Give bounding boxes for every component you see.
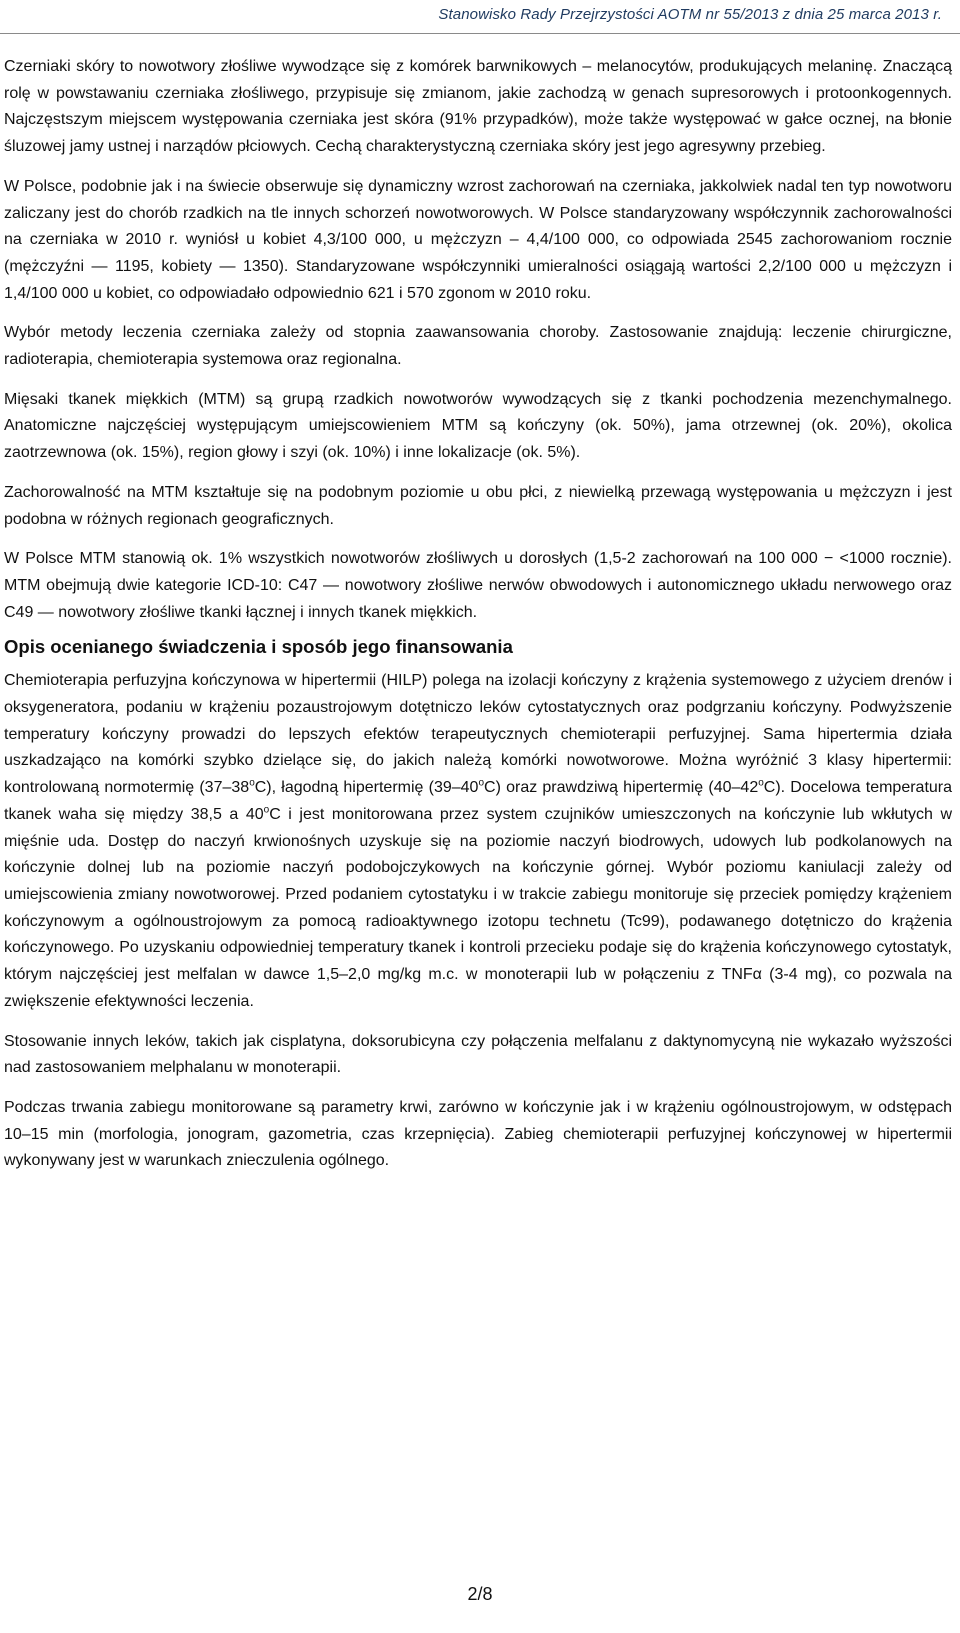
hilp-text-b: C), łagodną hipertermię (39–40	[254, 779, 479, 797]
degree-sup-1: o	[249, 777, 255, 789]
paragraph-melanoma-treatment: Wybór metody leczenia czerniaka zależy od stopnia zaawansowania choroby. Zastosowanie znajdują: leczenie chirurgiczne, radioterapia, chemioterapia systemowa oraz regionalna.	[4, 324, 952, 369]
paragraph-sarcoma-incidence: Zachorowalność na MTM kształtuje się na podobnym poziomie u obu płci, z niewielką przewagą występowania u mężczyzn i jest podobna w różnych regionach geograficznych.	[4, 483, 952, 528]
hilp-text-d: C). Docelowa temperatura tkanek waha się między 38,5 a 40	[4, 779, 953, 823]
paragraph-sarcoma-definition: Mięsaki tkanek miękkich (MTM) są grupą rzadkich nowotworów wywodzących się z tkanki pochodzenia mezenchymalnego. Anatomiczne najczęściej występującym umiejscowieniem MTM są kończyny (ok. 50%), jama otrzewnej (ok. 20%), okolica zaotrzewnowa (ok. 15%), region głowy i szyi (ok. 10%) i inne lokalizacje (ok. 5%).	[4, 390, 952, 462]
document-body	[4, 54, 952, 1188]
section-heading: Opis ocenianego świadczenia i sposób jego finansowania	[4, 636, 513, 658]
paragraph-melanoma-definition: Czerniaki skóry to nowotwory złośliwe wywodzące się z komórek barwnikowych – melanocytów, produkujących melaninę. Znaczącą rolę w powstawaniu czerniaka złośliwego, przypisuje się zmianom, jakie zachodzą w genach supresorowych i protoonkogennych. Najczęstszym miejscem występowania czerniaka jest skóra (91% przypadków), może także występować w gałce ocznej, na błonie śluzowej jamy ustnej i narządów płciowych. Cechą charakterystyczną czerniaka skóry jest jego agresywny przebieg.	[4, 58, 952, 156]
document-header-title: Stanowisko Rady Przejrzystości AOTM nr 55/2013 z dnia 25 marca 2013 r.	[438, 6, 942, 23]
degree-sup-4: o	[263, 804, 270, 816]
page-number: 2/8	[467, 1584, 493, 1604]
paragraph-other-drugs: Stosowanie innych leków, takich jak cisplatyna, doksorubicyna czy połączenia melfalanu z daktynomycyną nie wykazało wyższości nad zastosowaniem melphalanu w monoterapii.	[4, 1032, 952, 1077]
paragraph-sarcoma-poland: W Polsce MTM stanowią ok. 1% wszystkich nowotworów złośliwych u dorosłych (1,5-2 zachorowań na 100 000 − <1000 rocznie). MTM obejmują dwie kategorie ICD-10: C47 — nowotwory złośliwe nerwów obwodowych i autonomicznego układu nerwowego oraz C49 — nowotwory złośliwe tkanki łącznej i innych tkanek miękkich.	[4, 550, 952, 621]
paragraph-hilp-description	[4, 668, 952, 1015]
hilp-text-a: Chemioterapia perfuzyjna kończynowa w hipertermii (HILP) polega na izolacji kończyny z krążenia systemowego z użyciem drenów i oksygeneratora, podaniu w krążeniu pozaustrojowym dotętniczo leków cytostatycznych oraz podgrzaniu kończyny. Podwyższenie temperatury kończyny prowadzi do lepszych efektów terapeutycznych chemioterapii perfuzyjnej. Sama hipertermia działa uszkadzająco na komórki szybko dzielące się, do jakich należą komórki nowotworowe. Można wyróżnić 3 klasy hipertermii: kontrolowaną normotermię (37–38	[4, 672, 952, 797]
degree-sup-2: o	[478, 777, 485, 789]
degree-sup-3: o	[758, 777, 764, 789]
paragraph-melanoma-epidemiology: W Polsce, podobnie jak i na świecie obserwuje się dynamiczny wzrost zachorowań na czerniaka, jakkolwiek nadal ten typ nowotworu zaliczany jest do chorób rzadkich na tle innych schorzeń nowotworowych. W Polsce standaryzowany współczynnik zachorowalności na czerniaka w 2010 r. wyniósł u kobiet 4,3/100 000, u mężczyzn – 4,4/100 000, co odpowiada 2545 zachorowaniom rocznie (mężczyźni — 1195, kobiety — 1350). Standaryzowane współczynniki umieralności osiągają wartości 2,2/100 000 u mężczyzn i 1,4/100 000 u kobiet, co odpowiadało odpowiednio 621 i 570 zgonom w 2010 roku.	[4, 177, 952, 302]
header-divider	[0, 33, 960, 34]
paragraph-monitoring: Podczas trwania zabiegu monitorowane są parametry krwi, zarówno w kończynie jak i w krążeniu ogólnoustrojowym, w odstępach 10–15 min (morfologia, jonogram, gazometria, czas krzepnięcia). Zabieg chemioterapii perfuzyjnej kończynowej w hipertermii wykonywany jest w warunkach znieczulenia ogólnego.	[4, 1098, 952, 1170]
hilp-text-c: C) oraz prawdziwą hipertermię (40–42	[484, 779, 759, 797]
hilp-text-e: C i jest monitorowana przez system czujników umieszczonych na kończynie lub wkłutych w mięśnie uda. Dostęp do naczyń krwionośnych uzyskuje się na poziomie naczyń biodrowych, udowych lub podkolanowych na kończynie dolnej lub na poziomie naczyń podobojczykowych na kończynie górnej. Wybór poziomu kaniulacji zależy od umiejscowienia zmiany nowotworowej. Przed podaniem cytostatyku i w trakcie zabiegu monitoruje się przeciek pomiędzy krążeniem kończynowym a ogólnoustrojowym za pomocą radioaktywnego izotopu technetu (Tc99), podawanego dotętniczo do krążenia kończynowego. Po uzyskaniu odpowiedniej temperatury tkanek i kontroli przecieku podaje się do krążenia kończynowego cytostatyk, którym najczęściej jest melfalan w dawce 1,5–2,0 mg/kg m.c. w monoterapii lub w połączeniu z TNFα (3-4 mg), co pozwala na zwiększenie efektywności leczenia.	[4, 805, 952, 1010]
